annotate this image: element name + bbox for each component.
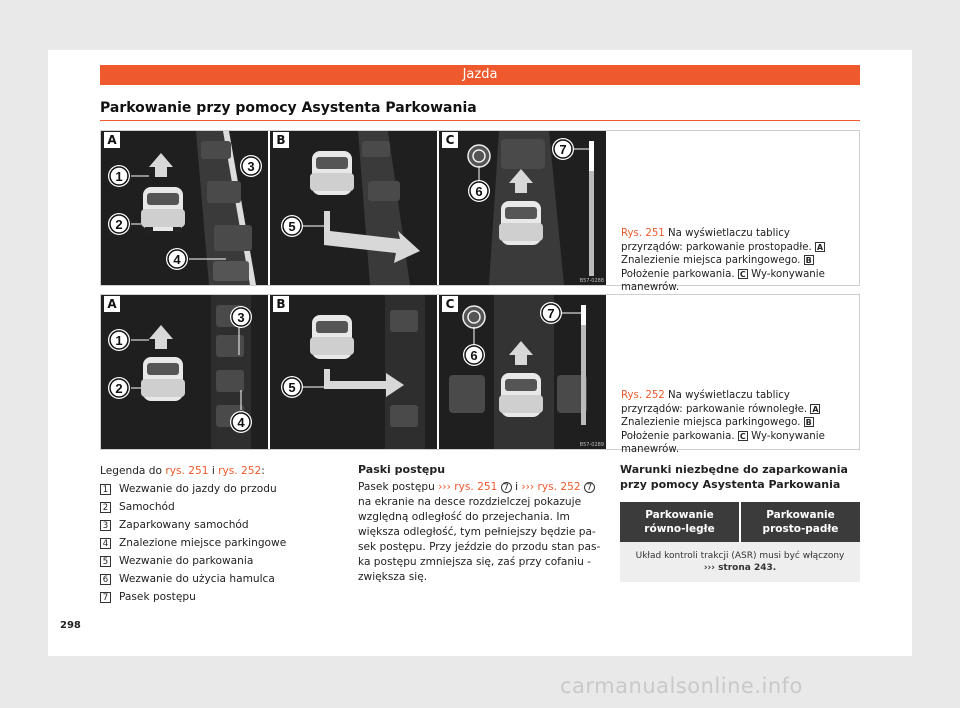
header-parallel: Parkowanie równo-ległe: [644, 509, 715, 535]
conditions-heading: Warunki niezbędne do zaparkowania przy pomocy Asystenta Parkowania: [620, 463, 848, 491]
callout-4: 4: [237, 415, 245, 430]
panel-label-a: A: [104, 296, 120, 312]
legend-ref-252[interactable]: rys. 252: [218, 465, 262, 477]
figure-251: [100, 130, 860, 293]
panel-label-b: B: [273, 132, 289, 148]
panel-a: [101, 131, 268, 285]
figure-number: Rys. 251: [621, 228, 665, 239]
callout-4: 4: [173, 252, 181, 267]
panel-b: [270, 131, 437, 285]
legend-item: 6 Wezwanie do użycia hamulca: [100, 570, 340, 588]
panel-c: [439, 131, 606, 285]
figure-caption: Rys. 251 Na wyświetlaczu tablicy przyrządów: parkowanie prostopadłe. A Znalezienie miejsca parkingowego. B Położenie parkowania. C Wy-konywanie manewrów.: [621, 228, 825, 293]
figure-ref-code: B57-0288: [579, 278, 604, 284]
callouts-c: [439, 131, 606, 285]
conditions-header-row: [620, 502, 860, 542]
callout-3: 3: [237, 310, 245, 325]
box-letter-b: B: [805, 418, 812, 427]
figure-number: Rys. 252: [621, 390, 665, 401]
legend-item: 2 Samochód: [100, 498, 340, 516]
callout-7: 7: [559, 142, 567, 157]
callout-5: 5: [288, 380, 296, 395]
conditions-row: Układ kontroli trakcji (ASR) musi być włączony ››› strona 243.: [620, 542, 860, 582]
callout-2: 2: [115, 381, 123, 396]
figure-panels: [101, 295, 606, 449]
legend-item: 4 Znalezione miejsce parkingowe: [100, 534, 340, 552]
panel-label-a: A: [104, 132, 120, 148]
box-letter-c: C: [738, 269, 748, 279]
callouts-a: [101, 131, 268, 285]
panel-c: [439, 295, 606, 449]
figure-ref-code: B57-0289: [579, 442, 604, 448]
conditions-page-ref[interactable]: ››› strona 243.: [703, 563, 777, 573]
box-letter-a: A: [812, 404, 819, 414]
callouts-b: [270, 295, 437, 449]
panel-label-c: C: [442, 296, 458, 312]
callouts-a: [101, 295, 268, 449]
legend-item: 5 Wezwanie do parkowania: [100, 552, 340, 570]
progress-ref-252[interactable]: rys. 252: [537, 481, 581, 493]
callouts-c: [439, 295, 606, 449]
page-number: 298: [60, 620, 81, 631]
callout-3: 3: [247, 159, 255, 174]
callout-6: 6: [475, 184, 483, 199]
header-perpendicular: Parkowanie prosto-padłe: [739, 502, 860, 542]
box-letter-c: C: [738, 431, 748, 441]
legend-heading: Legenda do rys. 251 i rys. 252:: [100, 465, 265, 477]
callout-5: 5: [288, 219, 296, 234]
progress-heading: Paski postępu: [358, 463, 446, 476]
panel-b: [270, 295, 437, 449]
figure-252: [100, 294, 860, 455]
progress-body: Pasek postępu ››› rys. 251 7 i ››› rys. 252 7 na ekranie na desce rozdzielczej pokazuje względną odległość do przejechania. Im większa odległość, tym pełniejszy będzie pa-sek postępu. Przy jeździe do przodu stan pas-ka postępu zmniejsza się, zaś przy cofaniu - zwiększa się.: [358, 481, 601, 583]
callout-1: 1: [115, 333, 123, 348]
callout-2: 2: [115, 217, 123, 232]
legend: [100, 462, 340, 606]
legend-item: 3 Zaparkowany samochód: [100, 516, 340, 534]
panel-a: [101, 295, 268, 449]
figure-panels: [101, 131, 606, 285]
callout-6: 6: [470, 348, 478, 363]
conditions-table: [620, 502, 860, 582]
callouts-b: [270, 131, 437, 285]
callout-1: 1: [115, 169, 123, 184]
legend-item: 7 Pasek postępu: [100, 588, 340, 606]
progress-section: [358, 462, 602, 585]
progress-ref-251[interactable]: rys. 251: [454, 481, 498, 493]
panel-label-b: B: [273, 296, 289, 312]
box-letter-a: A: [816, 242, 824, 252]
figure-caption: Rys. 252 Na wyświetlaczu tablicy przyrządów: parkowanie równoległe. A Znalezienie miejsca parkingowego. B Położenie parkowania. C Wy-konywanie manewrów.: [621, 390, 825, 455]
watermark: carmanualsonline.info: [560, 674, 803, 698]
section-title: Parkowanie przy pomocy Asystenta Parkowania: [100, 100, 477, 116]
legend-ref-251[interactable]: rys. 251: [165, 465, 209, 477]
legend-item: 1 Wezwanie do jazdy do przodu: [100, 480, 340, 498]
callout-7: 7: [547, 306, 555, 321]
section-divider: [100, 120, 860, 121]
conditions-section: [620, 462, 860, 582]
chapter-header: Jazda: [100, 65, 860, 85]
panel-label-c: C: [442, 132, 458, 148]
box-letter-b: B: [805, 256, 812, 265]
